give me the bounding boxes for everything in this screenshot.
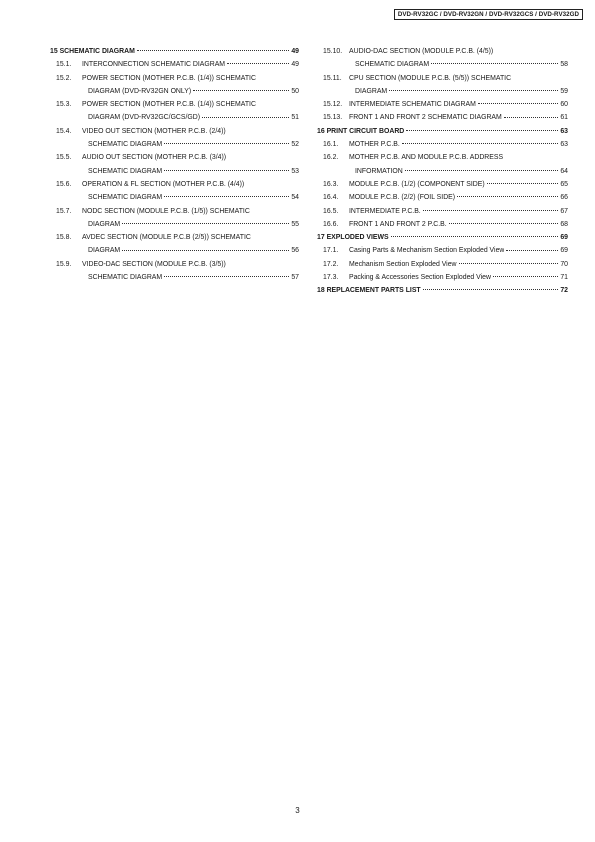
toc-entry[interactable]	[50, 258, 299, 271]
toc-entry-number: 16.2.	[323, 154, 339, 162]
toc-entry-number: 15.6.	[56, 180, 72, 188]
toc-entry[interactable]	[317, 151, 568, 164]
toc-entry-number: 15.4.	[56, 127, 72, 135]
toc-entry-title: FRONT 1 AND FRONT 2 SCHEMATIC DIAGRAM	[349, 114, 502, 122]
dot-leader	[423, 289, 558, 290]
toc-page-number: 67	[560, 207, 568, 215]
toc-entry-number: 15.13.	[323, 114, 343, 122]
toc-entry-title: POWER SECTION (MOTHER P.C.B. (1/4)) SCHEMATIC	[82, 74, 256, 82]
dot-leader	[391, 236, 558, 237]
toc-entry-title: 15 SCHEMATIC DIAGRAM	[50, 48, 135, 55]
toc-entry[interactable]	[50, 178, 299, 191]
toc-entry[interactable]	[317, 191, 568, 204]
toc-entry-title: 17 EXPLODED VIEWS	[317, 234, 389, 242]
toc-entry[interactable]	[317, 72, 568, 85]
toc-entry-title: DIAGRAM (DVD-RV32GC/GCS/GD)	[88, 114, 201, 122]
dot-leader	[406, 130, 558, 131]
toc-page-number: 68	[560, 220, 568, 228]
toc-entry-title: SCHEMATIC DIAGRAM	[88, 274, 163, 282]
dot-leader	[449, 223, 558, 224]
toc-entry[interactable]	[50, 165, 299, 178]
toc-entry-number: 16.5.	[323, 207, 339, 215]
toc-entry-title: VIDEO OUT SECTION (MOTHER P.C.B. (2/4))	[82, 127, 226, 135]
toc-entry-title: SCHEMATIC DIAGRAM	[355, 61, 430, 69]
toc-section-heading[interactable]	[317, 125, 568, 138]
toc-entry-number: 15.10.	[323, 48, 343, 55]
dot-leader	[227, 63, 289, 64]
toc-page-number: 49	[291, 61, 299, 69]
dot-leader	[504, 117, 558, 118]
toc-entry-number: 16.3.	[323, 180, 339, 188]
toc-entry-title: MOTHER P.C.B.	[349, 141, 400, 149]
page-number: 3	[295, 806, 300, 815]
toc-entry[interactable]	[50, 125, 299, 138]
toc-entry-title: SCHEMATIC DIAGRAM	[88, 194, 163, 202]
toc-entry-number: 15.2.	[56, 74, 72, 82]
toc-entry-title: CPU SECTION (MODULE P.C.B. (5/5)) SCHEMATIC	[349, 74, 512, 82]
toc-entry-title: Packing & Accessories Section Exploded View	[349, 274, 491, 282]
toc-entry[interactable]	[317, 271, 568, 284]
toc-entry-title: 16 PRINT CIRCUIT BOARD	[317, 127, 405, 135]
toc-entry[interactable]	[50, 85, 299, 98]
toc-entry[interactable]	[50, 218, 299, 231]
toc-page-number: 60	[560, 101, 568, 109]
toc-entry-number: 15.1.	[56, 61, 72, 69]
model-header: DVD-RV32GC / DVD-RV32GN / DVD-RV32GCS / DVD-RV32GD	[394, 9, 583, 20]
toc-entry-number: 15.7.	[56, 207, 72, 215]
toc-entry[interactable]	[50, 58, 299, 71]
dot-leader	[431, 63, 558, 64]
toc-entry-title: DIAGRAM (DVD-RV32GN ONLY)	[88, 87, 192, 95]
dot-leader	[478, 103, 558, 104]
toc-entry[interactable]	[317, 45, 568, 58]
toc-page-number: 64	[560, 167, 568, 175]
toc-entry-number: 15.11.	[323, 74, 342, 82]
toc-entry[interactable]	[50, 271, 299, 284]
toc-entry-title: MODULE P.C.B. (2/2) (FOIL SIDE)	[349, 194, 456, 202]
toc-page-number: 72	[560, 287, 568, 295]
toc-page-number: 50	[291, 87, 299, 95]
toc-entry-title: AVDEC SECTION (MODULE P.C.B (2/5)) SCHEMATIC	[82, 234, 251, 242]
dot-leader	[457, 196, 558, 197]
toc-entry[interactable]	[50, 138, 299, 151]
toc-entry-title: MODULE P.C.B. (1/2) (COMPONENT SIDE)	[349, 180, 485, 188]
toc-entry-number: 15.5.	[56, 154, 72, 162]
toc-entry[interactable]	[50, 231, 299, 244]
toc-page-number: 52	[291, 141, 299, 149]
toc-entry[interactable]	[317, 138, 568, 151]
toc-page-number: 51	[291, 114, 299, 122]
toc-entry-title: POWER SECTION (MOTHER P.C.B. (1/4)) SCHEMATIC	[82, 101, 256, 109]
toc-page-number: 61	[560, 114, 568, 122]
toc-entry-title: INTERCONNECTION SCHEMATIC DIAGRAM	[82, 61, 226, 69]
toc-entry[interactable]	[317, 85, 568, 98]
toc-page-number: 59	[560, 87, 568, 95]
dot-leader	[506, 250, 558, 251]
toc-entry-title: INTERMEDIATE P.C.B.	[349, 207, 421, 215]
toc-entry[interactable]	[50, 98, 299, 111]
toc-page-number: 69	[560, 234, 568, 242]
toc-page-number: 63	[560, 127, 568, 135]
toc-entry-title: OPERATION & FL SECTION (MOTHER P.C.B. (4/4))	[82, 180, 245, 188]
toc-right-column	[317, 45, 568, 298]
dot-leader	[193, 90, 289, 91]
toc-entry-number: 17.1.	[323, 247, 339, 255]
dot-leader	[423, 210, 558, 211]
dot-leader	[487, 183, 558, 184]
toc-page-number: 69	[560, 247, 568, 255]
toc-left-column	[50, 45, 299, 284]
dot-leader	[122, 250, 289, 251]
toc-page-number: 65	[560, 180, 568, 188]
toc-page-number: 49	[291, 48, 299, 55]
toc-section-heading[interactable]	[317, 231, 568, 244]
dot-leader	[459, 263, 558, 264]
toc-entry[interactable]	[317, 205, 568, 218]
toc-entry[interactable]	[50, 244, 299, 257]
toc-entry-title: AUDIO OUT SECTION (MOTHER P.C.B. (3/4))	[82, 154, 227, 162]
toc-page-number: 57	[291, 274, 299, 282]
toc-entry[interactable]	[317, 218, 568, 231]
toc-entry[interactable]	[317, 258, 568, 271]
toc-entry[interactable]	[317, 58, 568, 71]
toc-entry-title: DIAGRAM	[88, 247, 121, 255]
toc-entry-title: AUDIO-DAC SECTION (MODULE P.C.B. (4/5))	[349, 48, 494, 55]
toc-entry-title: 18 REPLACEMENT PARTS LIST	[317, 287, 421, 295]
dot-leader	[164, 276, 289, 277]
toc-entry[interactable]	[50, 191, 299, 204]
toc-entry-title: INTERMEDIATE SCHEMATIC DIAGRAM	[349, 101, 476, 109]
toc-entry-title: NODC SECTION (MODULE P.C.B. (1/5)) SCHEMATIC	[82, 207, 250, 215]
dot-leader	[493, 276, 558, 277]
toc-entry-title: FRONT 1 AND FRONT 2 P.C.B.	[349, 220, 447, 228]
toc-entry[interactable]	[317, 111, 568, 124]
toc-entry-title: Casing Parts & Mechanism Section Exploded View	[349, 247, 505, 255]
toc-page-number: 63	[560, 141, 568, 149]
toc-page-number: 70	[560, 260, 568, 268]
toc-entry-number: 16.1.	[323, 141, 339, 149]
toc-entry-title: DIAGRAM	[355, 87, 388, 95]
toc-entry-number: 15.9.	[56, 260, 72, 268]
toc-page-number: 56	[291, 247, 299, 255]
toc-entry[interactable]	[50, 205, 299, 218]
toc-entry-number: 15.3.	[56, 101, 72, 109]
toc-entry[interactable]	[50, 72, 299, 85]
dot-leader	[402, 143, 558, 144]
toc-page-number: 54	[291, 194, 299, 202]
toc-entry-title: SCHEMATIC DIAGRAM	[88, 141, 163, 149]
toc-entry[interactable]	[317, 165, 568, 178]
toc-entry-number: 17.3.	[323, 274, 339, 282]
toc-page-number: 55	[291, 220, 299, 228]
toc-page-number: 53	[291, 167, 299, 175]
toc-entry-number: 15.12.	[323, 101, 343, 109]
toc-section-heading[interactable]	[317, 284, 568, 297]
toc-entry[interactable]	[317, 98, 568, 111]
toc-entry-title: MOTHER P.C.B. AND MODULE P.C.B. ADDRESS	[349, 154, 504, 162]
toc-entry-title: DIAGRAM	[88, 220, 121, 228]
toc-entry[interactable]	[50, 151, 299, 164]
dot-leader	[122, 223, 289, 224]
dot-leader	[137, 50, 289, 51]
toc-page-number: 66	[560, 194, 568, 202]
toc-entry-title: INFORMATION	[355, 167, 403, 175]
toc-page-number: 58	[560, 61, 568, 69]
toc-entry-number: 17.2.	[323, 260, 339, 268]
dot-leader	[202, 117, 289, 118]
dot-leader	[405, 170, 558, 171]
toc-entry[interactable]	[317, 178, 568, 191]
dot-leader	[164, 196, 289, 197]
toc-entry-title: Mechanism Section Exploded View	[349, 260, 457, 268]
toc-section-heading[interactable]	[50, 45, 299, 58]
toc-entry-number: 16.4.	[323, 194, 339, 202]
toc-entry[interactable]	[317, 244, 568, 257]
toc-entry-title: SCHEMATIC DIAGRAM	[88, 167, 163, 175]
dot-leader	[164, 143, 289, 144]
toc-entry-number: 15.8.	[56, 234, 72, 242]
toc-entry[interactable]	[50, 111, 299, 124]
toc-entry-title: VIDEO-DAC SECTION (MODULE P.C.B. (3/5))	[82, 260, 226, 268]
dot-leader	[389, 90, 558, 91]
toc-page-number: 71	[560, 274, 568, 282]
toc-entry-number: 16.6.	[323, 220, 339, 228]
dot-leader	[164, 170, 289, 171]
